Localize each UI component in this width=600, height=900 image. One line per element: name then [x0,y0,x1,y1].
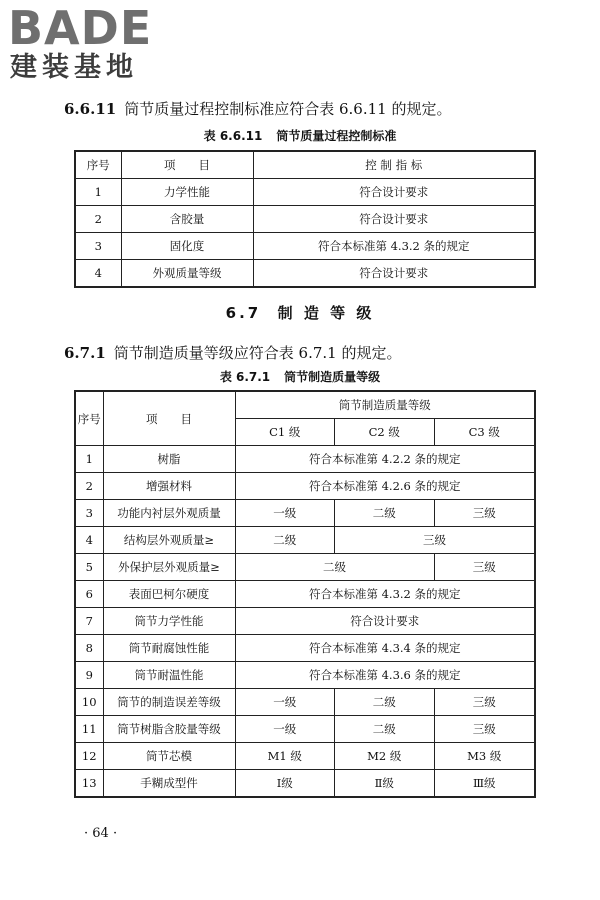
section-title: 制 造 等 级 [277,304,375,322]
cell-item: 固化度 [121,233,253,260]
cell-requirement: 符合本标准第 4.2.2 条的规定 [235,446,535,473]
cell-c3: Ⅲ级 [434,770,535,798]
header-item: 项 目 [121,151,253,179]
cell-c2: Ⅱ级 [335,770,435,798]
cell-item: 表面巴柯尔硬度 [103,581,235,608]
table-header-row [75,391,535,419]
cell-item: 筒节树脂含胶量等级 [103,716,235,743]
header-indicator: 控 制 指 标 [253,151,535,179]
table2-caption-number: 表 6.7.1 [219,370,271,384]
manufacturing-grade-table [74,390,536,798]
table-row [75,500,535,527]
header-grade-c2: C2 级 [335,419,435,446]
cell-item: 手糊成型件 [103,770,235,798]
cell-item: 树脂 [103,446,235,473]
table1-caption-number: 表 6.6.11 [203,129,263,143]
header-grade-c1: C1 级 [235,419,335,446]
table-row [75,554,535,581]
logo-subtitle: 建装基地 [10,52,138,83]
cell-no: 9 [75,662,103,689]
cell-no: 1 [75,179,121,206]
cell-c2-c3: 三级 [335,527,535,554]
cell-no: 2 [75,206,121,233]
clause-text: 筒节制造质量等级应符合表 6.7.1 的规定。 [113,344,402,362]
section-number: 6.7 [225,304,262,322]
clause-6-7-1 [64,342,401,363]
cell-c1: 一级 [235,500,335,527]
cell-item: 含胶量 [121,206,253,233]
cell-indicator: 符合本标准第 4.3.2 条的规定 [253,233,535,260]
cell-c3: 三级 [434,689,535,716]
cell-indicator: 符合设计要求 [253,179,535,206]
cell-indicator: 符合设计要求 [253,206,535,233]
clause-number: 6.7.1 [64,344,106,362]
cell-c3: 三级 [434,554,535,581]
cell-no: 5 [75,554,103,581]
cell-no: 12 [75,743,103,770]
cell-c2: 二级 [335,500,435,527]
table-header-row [75,151,535,179]
header-no: 序号 [75,391,103,446]
logo-wordmark: BADE [8,1,153,55]
header-no: 序号 [75,151,121,179]
cell-requirement: 符合本标准第 4.3.6 条的规定 [235,662,535,689]
cell-no: 11 [75,716,103,743]
table2-caption-title: 筒节制造质量等级 [284,370,381,384]
cell-no: 2 [75,473,103,500]
cell-c1: 二级 [235,527,335,554]
cell-no: 8 [75,635,103,662]
table1-caption [0,127,600,144]
cell-c1-c2: 二级 [235,554,434,581]
header-grade-c3: C3 级 [434,419,535,446]
cell-c1: 一级 [235,689,335,716]
cell-item: 力学性能 [121,179,253,206]
cell-requirement: 符合本标准第 4.3.4 条的规定 [235,635,535,662]
cell-item: 外保护层外观质量≥ [103,554,235,581]
cell-no: 6 [75,581,103,608]
cell-item: 结构层外观质量≥ [103,527,235,554]
table-row [75,716,535,743]
cell-item: 增强材料 [103,473,235,500]
table-row [75,635,535,662]
header-item: 项 目 [103,391,235,446]
table-row [75,743,535,770]
cell-item: 筒节耐温性能 [103,662,235,689]
page-number: · 64 · [84,826,118,841]
clause-number: 6.6.11 [64,100,117,118]
cell-c2: M2 级 [335,743,435,770]
cell-no: 13 [75,770,103,798]
cell-requirement: 符合本标准第 4.3.2 条的规定 [235,581,535,608]
cell-no: 3 [75,233,121,260]
bade-logo [8,1,176,84]
table-row [75,206,535,233]
process-control-table [74,150,536,288]
cell-item: 筒节力学性能 [103,608,235,635]
cell-c1: Ⅰ级 [235,770,335,798]
cell-indicator: 符合设计要求 [253,260,535,288]
cell-c3: M3 级 [434,743,535,770]
table-row [75,233,535,260]
table-row [75,446,535,473]
cell-no: 10 [75,689,103,716]
table-row [75,770,535,798]
clause-6-6-11 [64,98,451,119]
cell-c2: 二级 [335,716,435,743]
cell-c3: 三级 [434,500,535,527]
cell-item: 筒节芯模 [103,743,235,770]
cell-item: 筒节的制造误差等级 [103,689,235,716]
cell-item: 筒节耐腐蚀性能 [103,635,235,662]
table-row [75,527,535,554]
table-row [75,581,535,608]
cell-item: 外观质量等级 [121,260,253,288]
cell-no: 3 [75,500,103,527]
table-row [75,689,535,716]
cell-requirement: 符合设计要求 [235,608,535,635]
table-row [75,608,535,635]
cell-no: 1 [75,446,103,473]
table-row [75,179,535,206]
clause-text: 筒节质量过程控制标准应符合表 6.6.11 的规定。 [124,100,452,118]
header-grade-group: 筒节制造质量等级 [235,391,535,419]
table-row [75,260,535,288]
table1-caption-title: 筒节质量过程控制标准 [276,129,397,143]
cell-no: 4 [75,527,103,554]
cell-c2: 二级 [335,689,435,716]
table2-caption [0,368,600,385]
cell-no: 7 [75,608,103,635]
cell-c3: 三级 [434,716,535,743]
table-row [75,473,535,500]
cell-requirement: 符合本标准第 4.2.6 条的规定 [235,473,535,500]
table-row [75,662,535,689]
cell-item: 功能内衬层外观质量 [103,500,235,527]
section-heading [0,302,600,323]
cell-no: 4 [75,260,121,288]
cell-c1: M1 级 [235,743,335,770]
cell-c1: 一级 [235,716,335,743]
